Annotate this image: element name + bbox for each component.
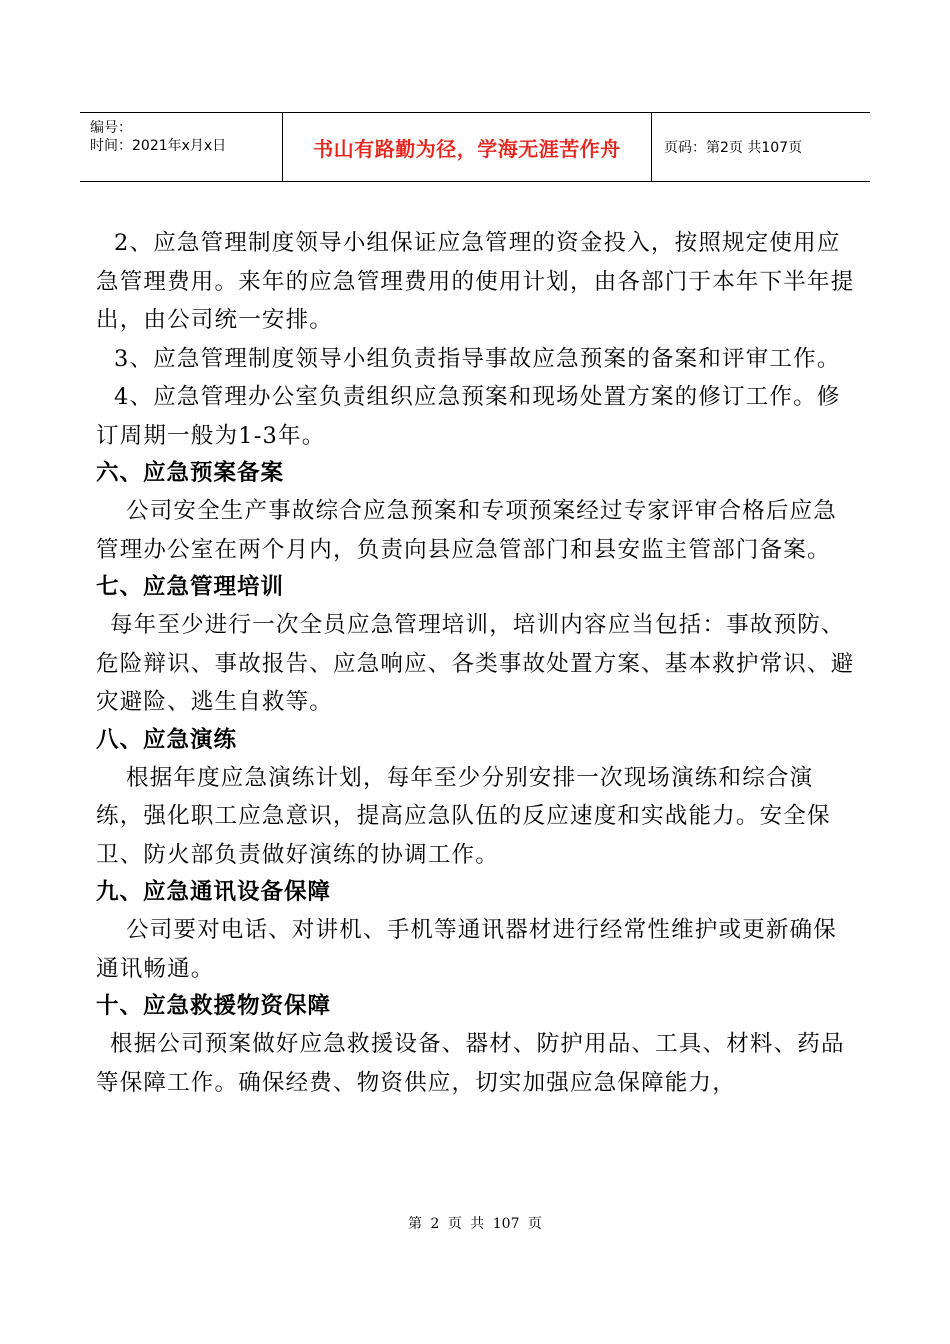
header-motto: 书山有路勤为径，学海无涯苦作舟	[282, 113, 652, 181]
header-page-number: 页码：第2页 共107页	[664, 140, 803, 156]
document-number-label: 编号：	[90, 120, 132, 136]
paragraph-section-6: 公司安全生产事故综合应急预案和专项预案经过专家评审合格后应急管理办公室在两个月内，负责向县应急管部门和县安监主管部门备案。	[96, 498, 838, 563]
header-meta-cell	[80, 113, 282, 181]
section-heading-6: 六、应急预案备案	[96, 460, 285, 486]
paragraph-section-7: 每年至少进行一次全员应急管理培训，培训内容应当包括：事故预防、危险辩识、事故报告、应急响应、各类事故处置方案、基本救护常识、避灾避险、逃生自救等。	[96, 612, 855, 715]
section-heading-10: 十、应急救援物资保障	[96, 993, 332, 1019]
paragraph-3: 3、应急管理制度领导小组负责指导事故应急预案的备案和评审工作。	[114, 345, 841, 372]
paragraph-2: 2、应急管理制度领导小组保证应急管理的资金投入，按照规定使用应急管理费用。来年的应急管理费用的使用计划，由各部门于本年下半年提出，由公司统一安排。	[96, 230, 855, 333]
section-heading-8: 八、应急演练	[96, 726, 238, 753]
paragraph-section-10: 根据公司预案做好应急救援设备、器材、防护用品、工具、材料、药品等保障工作。确保经费、物资供应，切实加强应急保障能力，	[96, 1031, 845, 1096]
paragraph-4: 4、应急管理办公室负责组织应急预案和现场处置方案的修订工作。修订周期一般为1-3年。	[96, 384, 841, 449]
section-heading-9: 九、应急通讯设备保障	[96, 879, 332, 905]
document-body	[96, 224, 860, 1102]
paragraph-section-8: 根据年度应急演练计划，每年至少分别安排一次现场演练和综合演练，强化职工应急意识，提高应急队伍的反应速度和实战能力。安全保卫、防火部负责做好演练的协调工作。	[96, 764, 831, 868]
page-footer: 第 2 页 共 107 页	[408, 1216, 542, 1232]
section-heading-7: 七、应急管理培训	[96, 574, 285, 600]
document-date-label: 时间：2021年x月x日	[90, 138, 227, 154]
page-header	[80, 112, 870, 182]
paragraph-section-9: 公司要对电话、对讲机、手机等通讯器材进行经常性维护或更新确保通讯畅通。	[96, 917, 838, 982]
